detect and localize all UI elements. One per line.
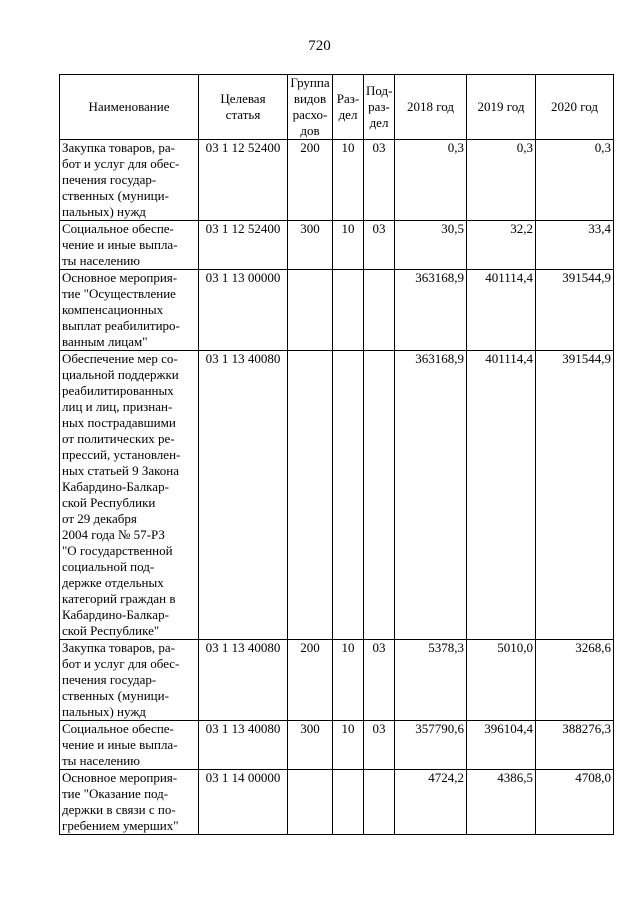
row-2018: 30,5 — [395, 221, 467, 270]
row-2018: 363168,9 — [395, 270, 467, 351]
row-2020: 4708,0 — [536, 770, 614, 835]
row-name: Социальное обеспе- чение и иные выпла- ты населению — [60, 221, 199, 270]
row-name: Закупка товаров, ра- бот и услуг для обес- печения государ- ственных (муници- пальных) нужд — [60, 640, 199, 721]
row-subsection — [364, 770, 395, 835]
header-section: Раз- дел — [333, 75, 364, 140]
row-target: 03 1 13 40080 — [199, 721, 288, 770]
row-2018: 4724,2 — [395, 770, 467, 835]
row-name: Социальное обеспе- чение и иные выпла- ты населению — [60, 721, 199, 770]
row-2020: 0,3 — [536, 140, 614, 221]
header-2020: 2020 год — [536, 75, 614, 140]
row-subsection: 03 — [364, 721, 395, 770]
row-2019: 401114,4 — [467, 270, 536, 351]
table-row — [60, 640, 614, 721]
row-2019: 4386,5 — [467, 770, 536, 835]
row-name: Основное мероприя- тие "Осуществление компенсационных выплат реабилитиро- ванным лицам" — [60, 270, 199, 351]
table-row — [60, 270, 614, 351]
row-name: Основное мероприя- тие "Оказание под- держки в связи с по- гребением умерших" — [60, 770, 199, 835]
table-row — [60, 221, 614, 270]
row-2018: 0,3 — [395, 140, 467, 221]
row-section — [333, 270, 364, 351]
row-group — [288, 270, 333, 351]
row-target: 03 1 12 52400 — [199, 221, 288, 270]
row-2019: 0,3 — [467, 140, 536, 221]
row-section: 10 — [333, 140, 364, 221]
row-2019: 401114,4 — [467, 351, 536, 640]
row-name: Обеспечение мер со- циальной поддержки реабилитированных лиц и лиц, признан- ных пострадавшими от политических ре- прессий, установлен- ных статьей 9 Закона Кабардино-Балкар- ской Республики от 29 декабря 2004 года № 57-РЗ "О государственной социальной под- держке отдельных категорий граждан в Кабардино-Балкар- ской Республике" — [60, 351, 199, 640]
row-2019: 5010,0 — [467, 640, 536, 721]
row-group — [288, 351, 333, 640]
row-target: 03 1 13 40080 — [199, 640, 288, 721]
row-2019: 32,2 — [467, 221, 536, 270]
row-subsection: 03 — [364, 640, 395, 721]
row-2020: 391544,9 — [536, 270, 614, 351]
header-group: Группа видов расхо- дов — [288, 75, 333, 140]
row-2018: 357790,6 — [395, 721, 467, 770]
table-row — [60, 140, 614, 221]
row-section — [333, 770, 364, 835]
row-name: Закупка товаров, ра- бот и услуг для обес- печения государ- ственных (муници- пальных) нужд — [60, 140, 199, 221]
page-number: 720 — [308, 38, 331, 54]
row-group — [288, 770, 333, 835]
budget-table — [59, 74, 614, 835]
header-name: Наименование — [60, 75, 199, 140]
row-group: 300 — [288, 221, 333, 270]
table-row — [60, 770, 614, 835]
row-2020: 33,4 — [536, 221, 614, 270]
table-row — [60, 721, 614, 770]
row-subsection: 03 — [364, 221, 395, 270]
table-row — [60, 351, 614, 640]
row-target: 03 1 13 00000 — [199, 270, 288, 351]
row-target: 03 1 13 40080 — [199, 351, 288, 640]
header-2018: 2018 год — [395, 75, 467, 140]
row-2020: 388276,3 — [536, 721, 614, 770]
header-target: Целевая статья — [199, 75, 288, 140]
row-2020: 391544,9 — [536, 351, 614, 640]
row-section: 10 — [333, 221, 364, 270]
row-group: 200 — [288, 140, 333, 221]
row-2019: 396104,4 — [467, 721, 536, 770]
row-subsection — [364, 351, 395, 640]
header-row — [60, 75, 614, 140]
row-section — [333, 351, 364, 640]
row-section: 10 — [333, 640, 364, 721]
row-group: 300 — [288, 721, 333, 770]
row-2018: 363168,9 — [395, 351, 467, 640]
row-target: 03 1 12 52400 — [199, 140, 288, 221]
row-section: 10 — [333, 721, 364, 770]
row-group: 200 — [288, 640, 333, 721]
header-subsection: Под- раз- дел — [364, 75, 395, 140]
header-2019: 2019 год — [467, 75, 536, 140]
row-subsection: 03 — [364, 140, 395, 221]
row-subsection — [364, 270, 395, 351]
row-target: 03 1 14 00000 — [199, 770, 288, 835]
row-2018: 5378,3 — [395, 640, 467, 721]
row-2020: 3268,6 — [536, 640, 614, 721]
